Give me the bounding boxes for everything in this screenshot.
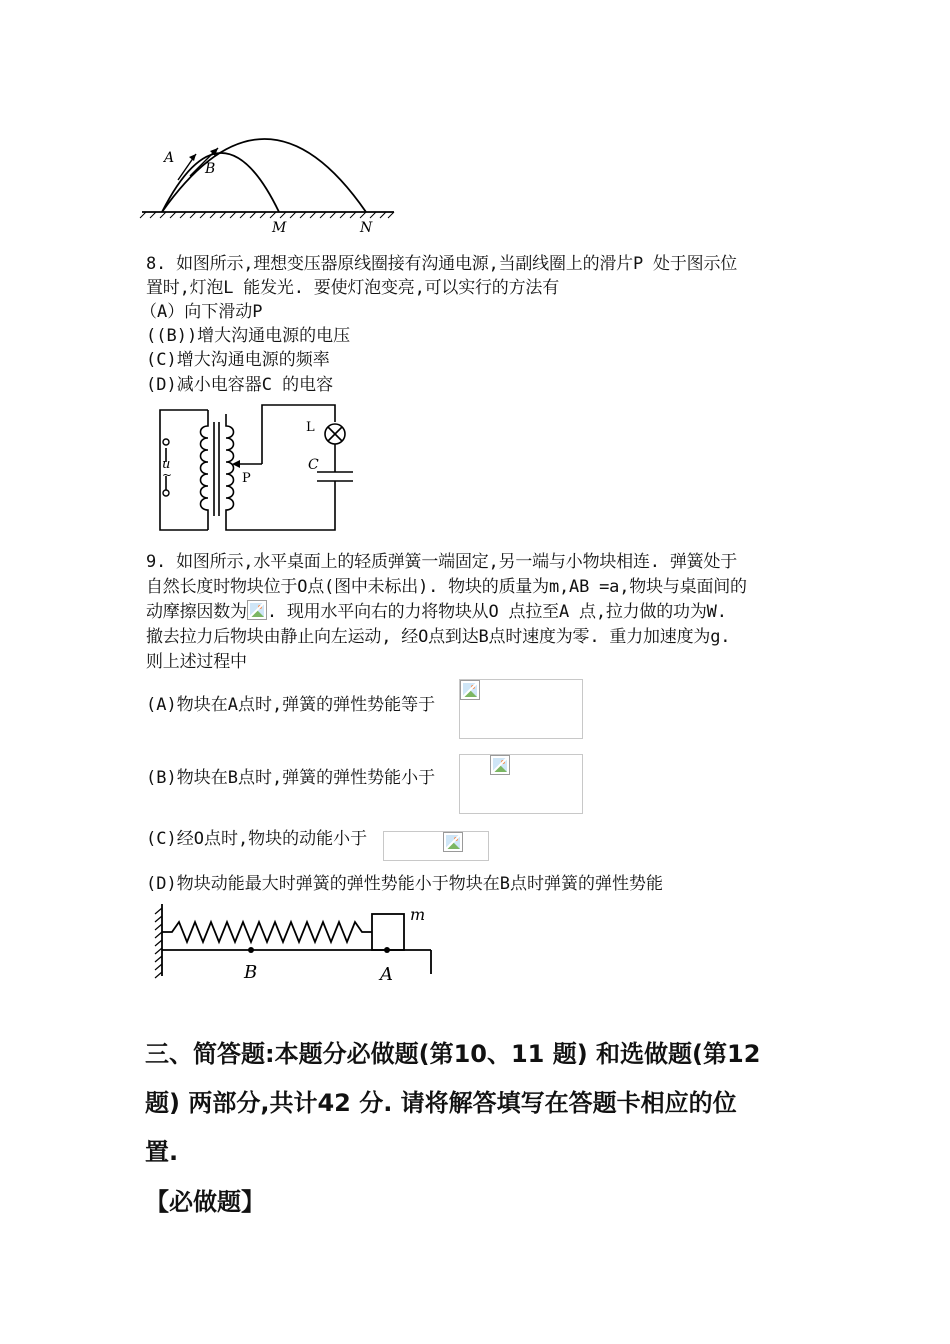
label-u: u — [162, 457, 171, 472]
q8-option-b: ((B))增大沟通电源的电压 — [146, 326, 351, 346]
label-b: B — [205, 161, 216, 177]
formula-frame-b — [459, 754, 583, 814]
broken-image-icon — [490, 755, 510, 775]
block-m — [372, 914, 404, 950]
q9-option-b: (B)物块在B点时,弹簧的弹性势能小于 — [146, 768, 436, 788]
trajectory-arc-b — [162, 139, 366, 212]
q8-option-d: (D)减小电容器C 的电容 — [146, 375, 334, 395]
q9-line-5: 则上述过程中 — [146, 652, 247, 672]
slider-wire — [262, 405, 335, 464]
spring — [162, 922, 372, 942]
label-b: B — [244, 962, 258, 983]
label-m: M — [272, 220, 287, 236]
broken-image-icon — [443, 832, 463, 852]
terminal-top — [163, 439, 169, 445]
broken-image-icon — [460, 680, 480, 700]
q8-option-a: （A）向下滑动P — [140, 302, 263, 322]
trajectory-figure — [138, 128, 400, 238]
wall-hatch — [155, 908, 162, 978]
section-3-heading-line-2: 题) 两部分,共计42 分. 请将解答填写在答题卡相应的位 — [145, 1089, 737, 1117]
q9-line-4: 撤去拉力后物块由静止向左运动, 经O点到达B点时速度为零. 重力加速度为g. — [146, 627, 731, 647]
broken-image-icon — [247, 600, 267, 620]
trajectory-arc-a — [162, 153, 279, 212]
q9-line-1: 9. 如图所示,水平桌面上的轻质弹簧一端固定,另一端与小物块相连. 弹簧处于 — [146, 552, 738, 572]
q8-line-1: 8. 如图所示,理想变压器原线圈接有沟通电源,当副线圈上的滑片P 处于图示位 — [146, 254, 738, 274]
q8-line-2: 置时,灯泡L 能发光. 要使灯泡变亮,可以实行的方法有 — [146, 278, 560, 298]
label-a: A — [380, 964, 393, 985]
q8-option-c: (C)增大沟通电源的频率 — [146, 350, 330, 370]
formula-frame-c — [383, 831, 489, 861]
section-3-heading-line-1: 三、简答题:本题分必做题(第10、11 题) 和选做题(第12 — [145, 1040, 761, 1068]
label-c: C — [308, 457, 319, 473]
q9-line-3-before: 动摩擦因数为 — [146, 602, 247, 622]
label-a: A — [164, 150, 175, 166]
q9-line-3-after: . 现用水平向右的力将物块从O 点拉至A 点,拉力做的功为W. — [266, 602, 727, 622]
label-p: P — [242, 471, 251, 486]
q9-line-3 — [146, 600, 727, 624]
label-l: L — [306, 420, 315, 435]
label-tilde: ~ — [162, 468, 173, 482]
required-questions-heading: 【必做题】 — [145, 1188, 265, 1216]
q9-option-a: (A)物块在A点时,弹簧的弹性势能等于 — [146, 695, 436, 715]
point-a — [384, 947, 390, 953]
primary-coil — [201, 410, 209, 530]
label-n: N — [360, 220, 373, 236]
q9-option-c: (C)经O点时,物块的动能小于 — [146, 829, 368, 849]
q9-line-2: 自然长度时物块位于O点(图中未标出). 物块的质量为m,AB =a,物块与桌面间的 — [146, 577, 747, 597]
q9-option-d: (D)物块动能最大时弹簧的弹性势能小于物块在B点时弹簧的弹性势能 — [146, 874, 663, 894]
label-m: m — [410, 905, 426, 924]
point-b — [248, 947, 254, 953]
terminal-bottom — [163, 490, 169, 496]
spring-figure — [150, 898, 440, 990]
transformer-figure — [150, 400, 370, 535]
section-3-heading-line-3: 置. — [145, 1138, 179, 1166]
